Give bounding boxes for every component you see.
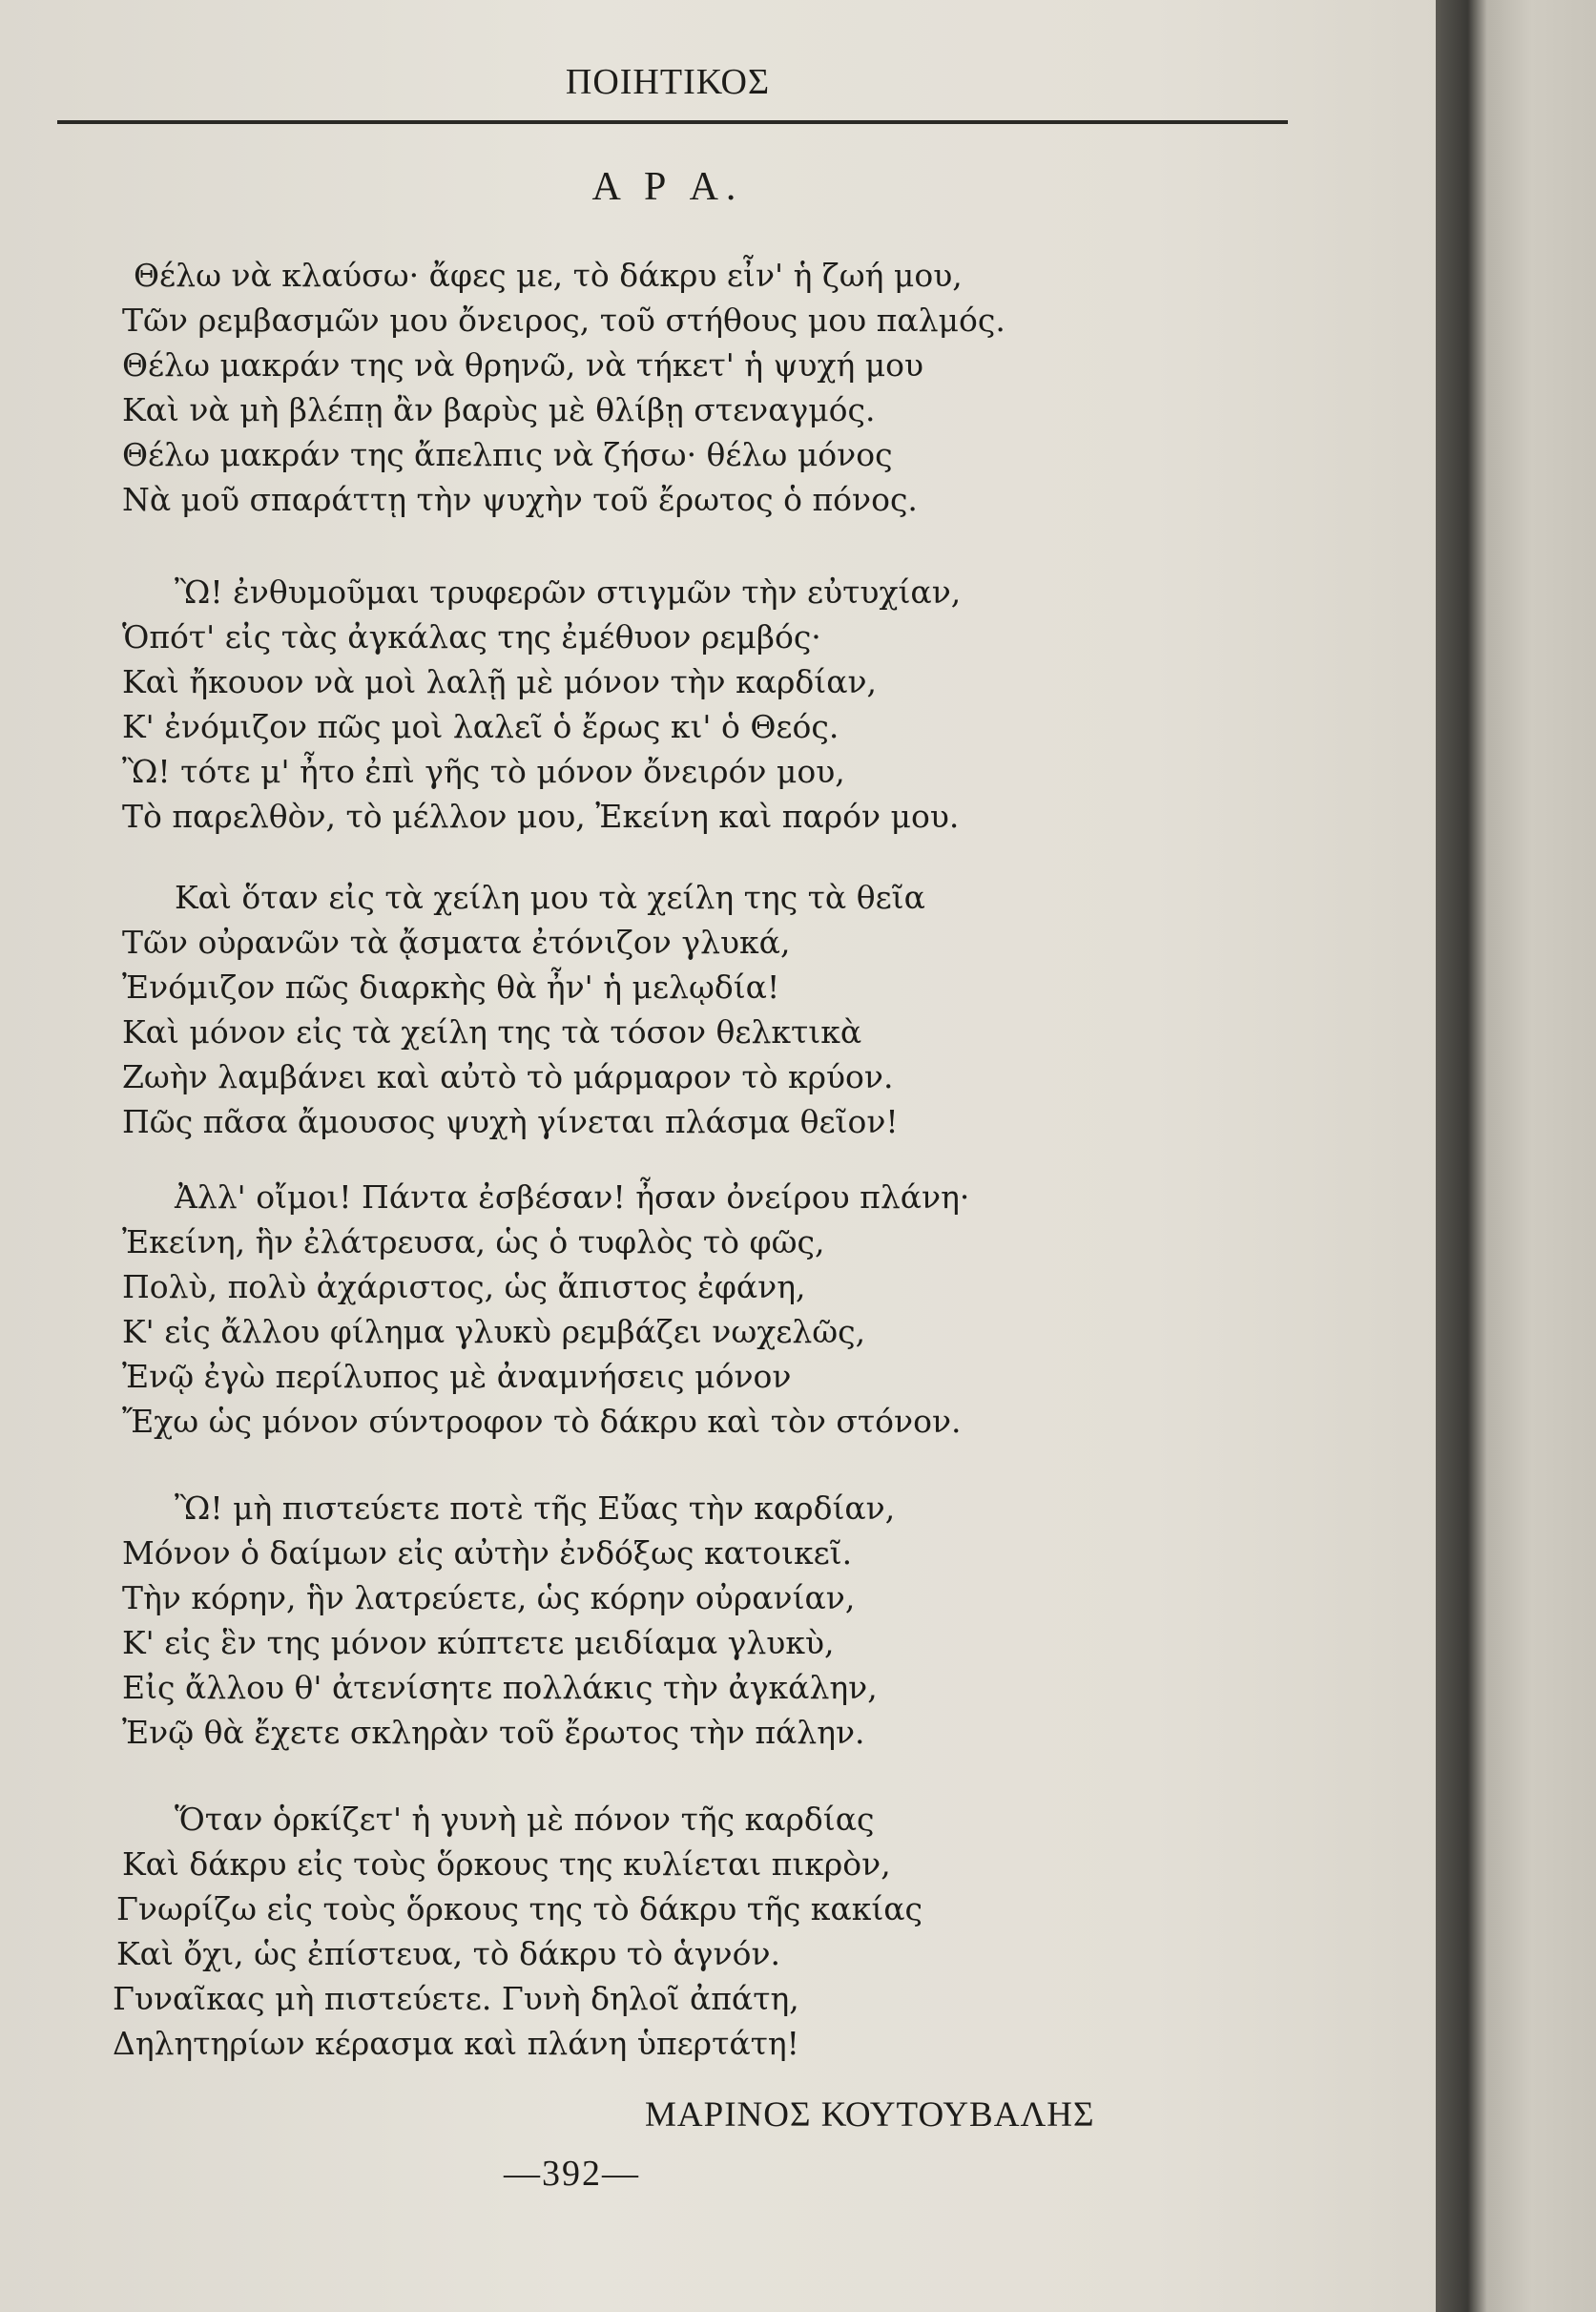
poem-line: Γνωρίζω εἰς τοὺς ὅρκους της τὸ δάκρυ τῆς κακίας (116, 1890, 923, 1927)
poem-line: Καὶ ὄχι, ὡς ἐπίστευα, τὸ δάκρυ τὸ ἁγνόν. (116, 1935, 781, 1972)
poem-line: Κ' ἐνόμιζον πῶς μοὶ λαλεῖ ὁ ἔρως κι' ὁ Θεός. (122, 708, 839, 745)
poem-line: Πῶς πᾶσα ἄμουσος ψυχὴ γίνεται πλάσμα θεῖον! (122, 1103, 899, 1140)
poem-line: Τῶν οὐρανῶν τὰ ᾄσματα ἐτόνιζον γλυκά, (122, 924, 791, 961)
running-head: ΠΟΙΗΤΙΚΟΣ (565, 62, 771, 102)
poem-line: Τὸ παρελθὸν, τὸ μέλλον μου, Ἐκείνη καὶ παρόν μου. (122, 798, 960, 835)
poem-line: Ὢ! τότε μ' ἦτο ἐπὶ γῆς τὸ μόνον ὄνειρόν μου, (122, 753, 845, 790)
poem-line: Κ' εἰς ἄλλου φίλημα γλυκὺ ρεμβάζει νωχελῶς, (122, 1313, 866, 1350)
poem-line: Ὁπότ' εἰς τὰς ἀγκάλας της ἐμέθυον ρεμβός· (122, 618, 821, 656)
poem-line: Ἐνῷ θὰ ἔχετε σκληρὰν τοῦ ἔρωτος τὴν πάλην. (122, 1714, 865, 1751)
poem-line: Κ' εἰς ἓν της μόνον κύπτετε μειδίαμα γλυκὺ, (122, 1624, 835, 1661)
header-rule (57, 120, 1288, 124)
poem-line: Θέλω μακράν της ἄπελπις νὰ ζήσω· θέλω μόνος (122, 436, 893, 473)
poem-line: Καὶ δάκρυ εἰς τοὺς ὅρκους της κυλίεται πικρὸν, (122, 1845, 891, 1883)
poem-line: Ἐνῷ ἐγὼ περίλυπος μὲ ἀναμνήσεις μόνον (122, 1358, 792, 1395)
poem-line: Καὶ ὅταν εἰς τὰ χείλη μου τὰ χείλη της τὰ θεῖα (175, 879, 925, 916)
poem-line: Ἐκείνη, ἣν ἐλάτρευσα, ὡς ὁ τυφλὸς τὸ φῶς, (122, 1223, 825, 1260)
poem-line: Ὢ! ἐνθυμοῦμαι τρυφερῶν στιγμῶν τὴν εὐτυχίαν, (175, 573, 962, 611)
poem-line: Καὶ ἤκουον νὰ μοὶ λαλῇ μὲ μόνον τὴν καρδίαν, (122, 663, 878, 700)
poem-line: Τὴν κόρην, ἣν λατρεύετε, ὡς κόρην οὐρανίαν, (122, 1579, 856, 1616)
poem-line: Θέλω νὰ κλαύσω· ἄφες με, τὸ δάκρυ εἶν' ἡ ζωή μου, (134, 257, 963, 294)
poem-line: Ἔχω ὡς μόνον σύντροφον τὸ δάκρυ καὶ τὸν στόνον. (122, 1403, 962, 1440)
poem-line: Καὶ νὰ μὴ βλέπῃ ἂν βαρὺς μὲ θλίβῃ στεναγμός. (122, 391, 876, 428)
poem-line: Ἐνόμιζον πῶς διαρκὴς θὰ ἦν' ἡ μελῳδία! (122, 969, 780, 1006)
poem-line: Ὅταν ὁρκίζετ' ἡ γυνὴ μὲ πόνον τῆς καρδίας (175, 1801, 875, 1838)
poem-line: Εἰς ἄλλου θ' ἀτενίσητε πολλάκις τὴν ἀγκάλην, (122, 1669, 878, 1706)
poem-line: Ζωὴν λαμβάνει καὶ αὐτὸ τὸ μάρμαρον τὸ κρύον. (122, 1058, 894, 1095)
poem-line: Τῶν ρεμβασμῶν μου ὄνειρος, τοῦ στήθους μου παλμός. (122, 302, 1005, 339)
poem-line: Ἀλλ' οἴμοι! Πάντα ἐσβέσαν! ἦσαν ὀνείρου πλάνη· (175, 1178, 970, 1216)
poem-line: Μόνον ὁ δαίμων εἰς αὐτὴν ἐνδόξως κατοικεῖ. (122, 1534, 853, 1572)
poem-line: Γυναῖκας μὴ πιστεύετε. Γυνὴ δηλοῖ ἀπάτη, (113, 1980, 799, 2017)
page-number: —392— (504, 2154, 640, 2194)
poem-line: Καὶ μόνον εἰς τὰ χείλη της τὰ τόσον θελκτικὰ (122, 1013, 862, 1051)
poem-line: Θέλω μακράν της νὰ θρηνῶ, νὰ τήκετ' ἡ ψυχή μου (122, 346, 924, 384)
facing-page-edge (1436, 0, 1596, 2312)
poem-line: Νὰ μοῦ σπαράττῃ τὴν ψυχὴν τοῦ ἔρωτος ὁ πόνος. (122, 481, 918, 518)
author-signature: ΜΑΡΙΝΟΣ ΚΟΥΤΟΥΒΑΛΗΣ (645, 2095, 1095, 2135)
poem-line: Πολὺ, πολὺ ἀχάριστος, ὡς ἄπιστος ἐφάνη, (122, 1268, 806, 1305)
poem-title: Α Ρ Α. (591, 165, 744, 209)
poem-line: Ὢ! μὴ πιστεύετε ποτὲ τῆς Εὔας τὴν καρδίαν, (175, 1489, 896, 1527)
poem-line: Δηλητηρίων κέρασμα καὶ πλάνη ὑπερτάτη! (113, 2025, 799, 2062)
